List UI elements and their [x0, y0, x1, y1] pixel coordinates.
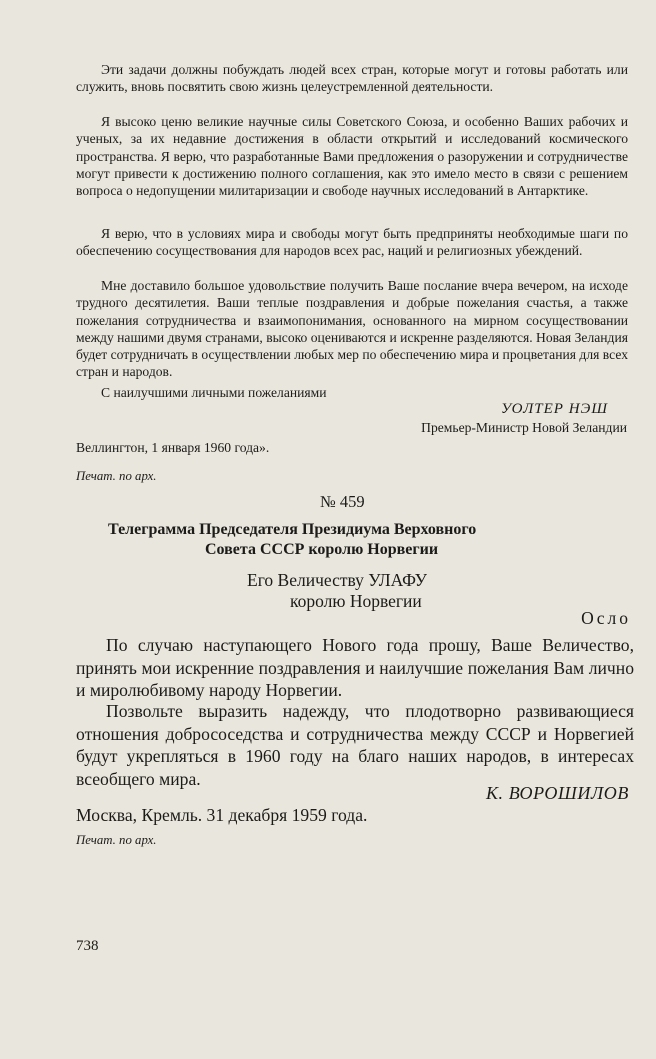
paragraph-tasks: Эти задачи должны побуждать людей всех стран, которые могут и готовы работать или служить, вновь посвятить свою жизнь целеустремленной деятельности. [76, 62, 628, 95]
city-oslo: Осло [581, 608, 631, 628]
paragraph-message: Мне доставило большое удовольствие получить Ваше послание вчера вечером, на исходе трудного десятилетия. Ваши теплые поздравления и добрые пожелания счастья, а также пожелания сотрудничества и взаимопонимания, основанного на мирном сосуществовании между нашими двумя странами, высоко оцениваются и искренне разделяются. Новая Зеландия будет сотрудничать в осуществлении любых мер по обеспечению мира и процветания для всех стран и народов. [76, 278, 628, 380]
paragraph-peace: Я верю, что в условиях мира и свободы могут быть предприняты необходимые шаги по обеспечению сосуществования для народов всех рас, наций и религиозных убеждений. [76, 226, 628, 259]
closing-wishes: С наилучшими личными пожеланиями [101, 385, 327, 400]
source-note-2: Печат. по арх. [76, 833, 157, 847]
place-date-wellington: Веллингтон, 1 января 1960 года». [76, 440, 270, 455]
page-number: 738 [76, 938, 99, 954]
signer-nash-title: Премьер-Министр Новой Зеландии [421, 420, 627, 435]
telegram-paragraph-2: Позвольте выразить надежду, что плодотворно развивающиеся отношения добрососедства и сотрудничества между СССР и Норвегией будут укрепляться в 1960 году на благо наших народов, в интересах всеобщего мира. [76, 701, 634, 789]
signer-voroshilov: К. ВОРОШИЛОВ [485, 783, 629, 803]
addressee-line1: Его Величеству УЛАФУ [247, 570, 428, 590]
signer-nash: УОЛТЕР НЭШ [500, 401, 608, 417]
document-title-line2: Совета СССР королю Норвегии [205, 541, 439, 558]
source-note-1: Печат. по арх. [76, 469, 157, 483]
document-number: № 459 [320, 492, 365, 511]
addressee-line2: королю Норвегии [290, 591, 422, 611]
telegram-paragraph-1: По случаю наступающего Нового года прошу, Ваше Величество, принять мои искренние поздравления и наилучшие пожелания Вам лично и миролюбивому народу Норвегии. [76, 635, 634, 700]
paragraph-science: Я высоко ценю великие научные силы Советского Союза, и особенно Ваших рабочих и ученых, за их недавние достижения в области открытий и исследований космического пространства. Я верю, что разработанные Вами предложения о разоружении и сотрудничестве могут привести к достижению полного соглашения, как это имело место в связи с решением вопроса о недопущении милитаризации и свободе научных исследований в Антарктике. [76, 114, 628, 199]
place-date-moscow: Москва, Кремль. 31 декабря 1959 года. [76, 805, 368, 825]
document-title-line1: Телеграмма Председателя Президиума Верховного [108, 521, 477, 538]
